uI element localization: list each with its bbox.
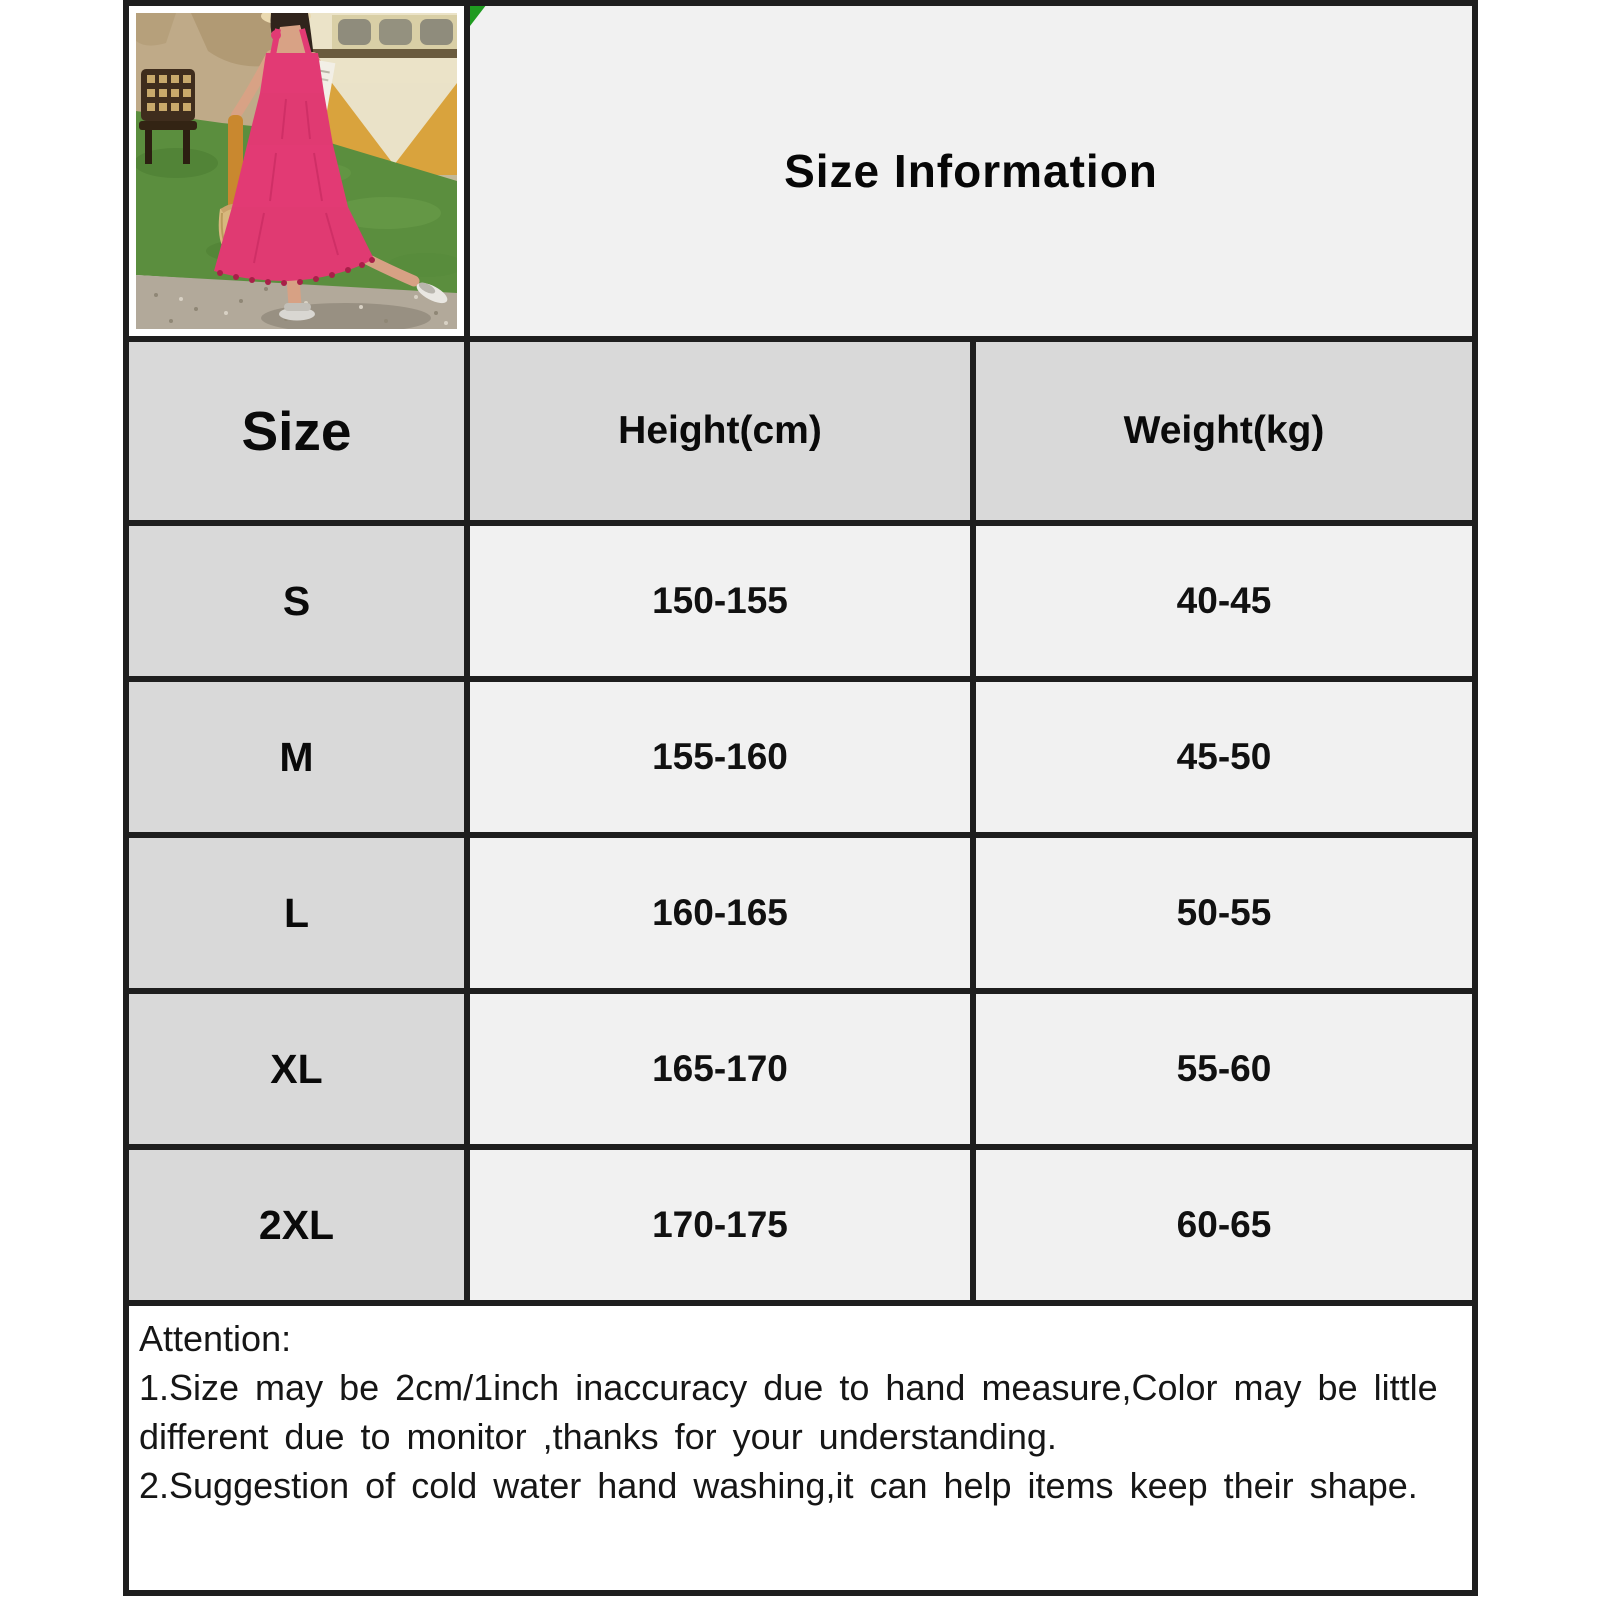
table-row-m-size: M [129,682,464,832]
table-row-l-weight: 50-55 [976,838,1472,988]
attention-heading: Attention: [139,1318,292,1359]
table-row-xl-weight: 55-60 [976,994,1472,1144]
size-table [123,0,1478,1596]
corner-marker-icon [470,6,490,26]
column-header-weight: Weight(kg) [976,342,1472,520]
product-photo-cell [129,6,464,336]
column-header-height: Height(cm) [470,342,970,520]
attention-note [129,1306,1472,1590]
table-row-s-weight: 40-45 [976,526,1472,676]
table-row-2xl-height: 170-175 [470,1150,970,1300]
attention-line-1: 1.Size may be 2cm/1inch inaccuracy due to hand measure,Color may be little [139,1367,1438,1408]
table-row-m-weight: 45-50 [976,682,1472,832]
table-row-xl-height: 165-170 [470,994,970,1144]
table-row-xl-size: XL [129,994,464,1144]
table-row-l-height: 160-165 [470,838,970,988]
table-row-2xl-size: 2XL [129,1150,464,1300]
attention-line-3: 2.Suggestion of cold water hand washing,it can help items keep their shape. [139,1465,1418,1506]
table-row-s-size: S [129,526,464,676]
title-cell [470,6,1472,336]
table-row-l-size: L [129,838,464,988]
table-row-2xl-weight: 60-65 [976,1150,1472,1300]
column-header-size: Size [129,342,464,520]
table-row-s-height: 150-155 [470,526,970,676]
table-row-m-height: 155-160 [470,682,970,832]
attention-line-2: different due to monitor ,thanks for your understanding. [139,1416,1057,1457]
product-photo [136,13,457,329]
page-title: Size Information [784,145,1158,197]
